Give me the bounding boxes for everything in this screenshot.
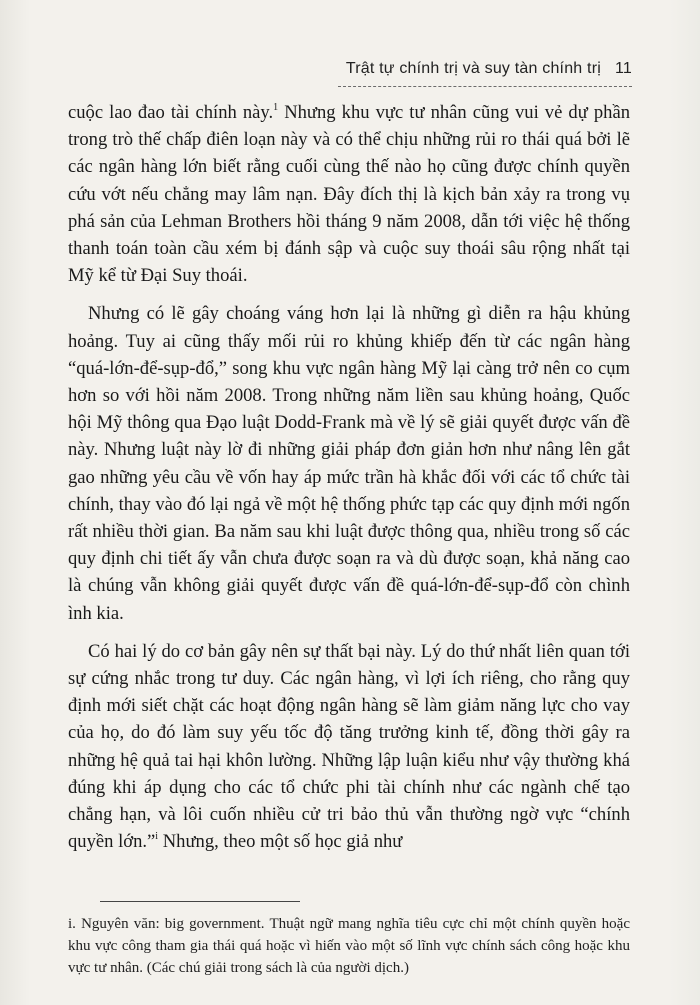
header-dashed-rule xyxy=(338,86,632,87)
paragraph-1-text-a: cuộc lao đao tài chính này. xyxy=(68,102,274,123)
paragraph-3-text-b: Nhưng, theo một số học giả như xyxy=(158,831,403,853)
page-number: 11 xyxy=(614,60,632,77)
footnote-rule xyxy=(100,901,300,902)
paragraph-1 xyxy=(68,99,630,289)
endnote-ref-1: 1 xyxy=(273,102,279,113)
paragraph-3-text-a: Có hai lý do cơ bản gây nên sự thất bại này. Lý do thứ nhất liên quan tới sự cứng nhắc trong tư duy. Các ngân hàng, vì lợi ích riêng, cho rằng quy định mới siết chặt các hoạt động ngân hàng sẽ làm giảm năng lực cho vay của họ, do đó làm suy yếu tốc độ tăng trưởng kinh tế, đồng thời gây ra những hệ quả tai hại khôn lường. Những lập luận kiểu như vậy thường khá đúng khi áp dụng cho các tổ chức phi tài chính như các ngành chế tạo chẳng hạn, và lôi cuốn nhiều cử tri bảo thủ vẫn thường ngờ vực “chính quyền lớn.” xyxy=(68,640,630,853)
paragraph-2: Nhưng có lẽ gây choáng váng hơn lại là những gì diễn ra hậu khủng hoảng. Tuy ai cũng thấy mối rủi ro khủng khiếp đến từ các ngân hàng “quá-lớn-để-sụp-đổ,” song khu vực ngân hàng Mỹ lại càng trở nên co cụm hơn so với hồi năm 2008. Trong những năm liền sau khủng hoảng, Quốc hội Mỹ thông qua Đạo luật Dodd-Frank mà về lý sẽ giải quyết được vấn đề này. Nhưng luật này lờ đi những giải pháp đơn giản hơn như nâng lên gắt gao những yêu cầu về vốn hay áp mức trần hà khắc đối với các tổ chức tài chính, thay vào đó lại ngả về một hệ thống phức tạp các quy định mới ngốn rất nhiều thời gian. Ba năm sau khi luật được thông qua, nhiều trong số các quy định chi tiết ấy vẫn chưa được soạn ra và dù được soạn, khả năng cao là chúng vẫn không giải quyết được vấn đề quá-lớn-để-sụp-đổ còn chình ình kia. xyxy=(68,303,630,624)
body-text xyxy=(68,99,630,866)
running-title: Trật tự chính trị và suy tàn chính trị xyxy=(345,60,601,77)
paragraph-1-text-b: Nhưng khu vực tư nhân cũng vui vẻ dự phần trong trò thế chấp điên loạn này và có thể chịu những rủi ro thái quá bởi lẽ các ngân hàng lớn biết rằng cuối cùng thế nào họ cũng được chính quyền cứu vớt nếu chẳng may lâm nạn. Đây đích thị là kịch bản xảy ra trong vụ phá sản của Lehman Brothers hồi tháng 9 năm 2008, dẫn tới việc hệ thống thanh toán toàn cầu xém bị đánh sập và cuộc suy thoái sâu rộng nhất tại Mỹ kể từ Đại Suy thoái. xyxy=(68,102,630,287)
paragraph-3 xyxy=(68,638,630,856)
running-header xyxy=(60,60,632,78)
footnote-ref-i: i xyxy=(155,831,159,843)
footnote: i. Nguyên văn: big government. Thuật ngữ mang nghĩa tiêu cực chỉ một chính quyền hoặc khu vực công tham gia thái quá hoặc vì hiến vào một số lĩnh vực chính sách công hoặc khu vực tư nhân. (Các chú giải trong sách là của người dịch.) xyxy=(68,916,630,976)
